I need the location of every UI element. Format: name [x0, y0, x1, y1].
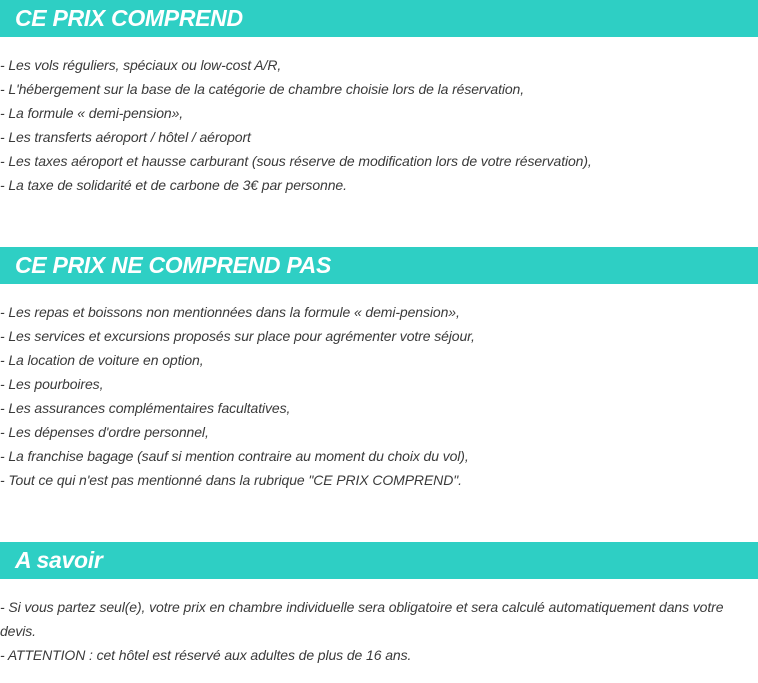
- list-item: - La location de voiture en option,: [0, 352, 204, 368]
- list-item: - La formule « demi-pension»,: [0, 105, 184, 121]
- section-title-not-included: CE PRIX NE COMPREND PAS: [0, 247, 758, 284]
- list-item: - Les dépenses d'ordre personnel,: [0, 424, 209, 440]
- section-title-to-know: A savoir: [0, 542, 758, 579]
- list-item: - La franchise bagage (sauf si mention contraire au moment du choix du vol),: [0, 448, 469, 464]
- list-item: - ATTENTION : cet hôtel est réservé aux adultes de plus de 16 ans.: [0, 647, 412, 663]
- list-item: - Les assurances complémentaires facultatives,: [0, 400, 291, 416]
- list-item: - Si vous partez seul(e), votre prix en chambre individuelle sera obligatoire et sera calculé automatiquement dans votre devis.: [0, 599, 724, 639]
- to-know-list: [0, 595, 754, 667]
- list-item: - Les vols réguliers, spéciaux ou low-cost A/R,: [0, 57, 282, 73]
- list-item: - Les transferts aéroport / hôtel / aéroport: [0, 129, 251, 145]
- list-item: - Tout ce qui n'est pas mentionné dans la rubrique "CE PRIX COMPREND".: [0, 472, 462, 488]
- included-list: [0, 53, 754, 197]
- list-item: - Les pourboires,: [0, 376, 104, 392]
- list-item: - Les services et excursions proposés sur place pour agrémenter votre séjour,: [0, 328, 475, 344]
- not-included-list: [0, 300, 754, 492]
- list-item: - La taxe de solidarité et de carbone de 3€ par personne.: [0, 177, 347, 193]
- list-item: - L'hébergement sur la base de la catégorie de chambre choisie lors de la réservation,: [0, 81, 525, 97]
- list-item: - Les taxes aéroport et hausse carburant (sous réserve de modification lors de votre réservation),: [0, 153, 592, 169]
- list-item: - Les repas et boissons non mentionnées dans la formule « demi-pension»,: [0, 304, 460, 320]
- section-title-included: CE PRIX COMPREND: [0, 0, 758, 37]
